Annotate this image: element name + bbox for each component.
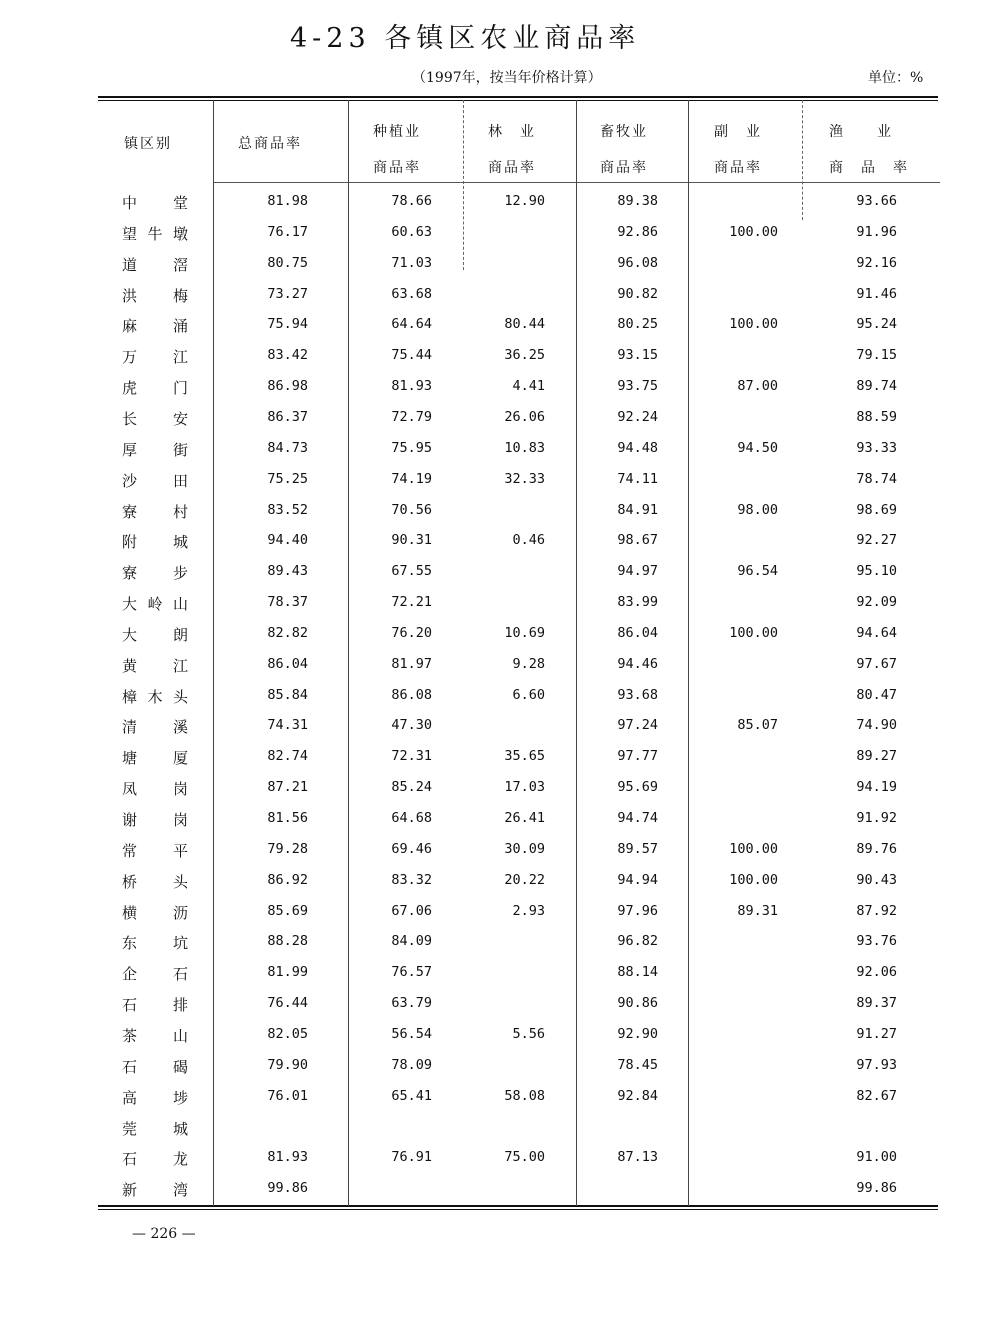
cell-fishery: 98.69: [856, 502, 897, 518]
cell-crop: 72.31: [391, 748, 432, 764]
town-name: 樟 木 头: [122, 688, 188, 706]
header-sideline-line2: 商品率: [714, 160, 762, 176]
cell-sideline: 96.54: [737, 563, 778, 579]
header-forest-line1: 林 业: [488, 124, 536, 140]
cell-crop: 83.32: [391, 872, 432, 888]
cell-total: 84.73: [267, 440, 308, 456]
cell-total: 86.92: [267, 872, 308, 888]
cell-livestock: 89.57: [617, 841, 658, 857]
header-fishery-line1: 渔 业: [829, 124, 893, 140]
town-name: 大 岭 山: [122, 595, 188, 613]
header-crop-line2: 商品率: [373, 160, 421, 176]
cell-crop: 65.41: [391, 1088, 432, 1104]
cell-crop: 78.66: [391, 193, 432, 209]
cell-crop: 81.93: [391, 378, 432, 394]
cell-fishery: 93.66: [856, 193, 897, 209]
header-livestock-line2: 商品率: [600, 160, 648, 176]
town-name: 大 朗: [122, 626, 188, 644]
town-name: 石 碣: [122, 1058, 188, 1076]
header-top-rule: [98, 100, 938, 101]
cell-forest: 30.09: [504, 841, 545, 857]
cell-total: 81.93: [267, 1149, 308, 1165]
cell-livestock: 88.14: [617, 964, 658, 980]
cell-total: 86.37: [267, 409, 308, 425]
cell-livestock: 74.11: [617, 471, 658, 487]
cell-total: 87.21: [267, 779, 308, 795]
header-livestock-line1: 畜牧业: [600, 124, 648, 140]
cell-crop: 81.97: [391, 656, 432, 672]
cell-forest: 10.69: [504, 625, 545, 641]
cell-total: 76.17: [267, 224, 308, 240]
cell-sideline: 100.00: [729, 841, 778, 857]
cell-crop: 64.68: [391, 810, 432, 826]
cell-fishery: 92.27: [856, 532, 897, 548]
cell-forest: 10.83: [504, 440, 545, 456]
town-name: 塘 厦: [122, 749, 188, 767]
cell-livestock: 86.04: [617, 625, 658, 641]
town-name: 望 牛 墩: [122, 225, 188, 243]
town-name: 寮 步: [122, 564, 188, 582]
cell-fishery: 91.92: [856, 810, 897, 826]
cell-livestock: 95.69: [617, 779, 658, 795]
cell-fishery: 91.46: [856, 286, 897, 302]
cell-total: 82.82: [267, 625, 308, 641]
cell-forest: 2.93: [512, 903, 545, 919]
cell-total: 76.44: [267, 995, 308, 1011]
town-name: 茶 山: [122, 1027, 188, 1045]
cell-fishery: 82.67: [856, 1088, 897, 1104]
cell-total: 75.25: [267, 471, 308, 487]
cell-total: 83.52: [267, 502, 308, 518]
cell-fishery: 91.00: [856, 1149, 897, 1165]
cell-fishery: 80.47: [856, 687, 897, 703]
cell-sideline: 100.00: [729, 872, 778, 888]
cell-crop: 75.44: [391, 347, 432, 363]
cell-total: 85.84: [267, 687, 308, 703]
cell-crop: 63.79: [391, 995, 432, 1011]
cell-total: 81.98: [267, 193, 308, 209]
cell-forest: 26.41: [504, 810, 545, 826]
town-name: 寮 村: [122, 503, 188, 521]
cell-livestock: 97.96: [617, 903, 658, 919]
cell-sideline: 87.00: [737, 378, 778, 394]
town-name: 麻 涌: [122, 317, 188, 335]
cell-crop: 90.31: [391, 532, 432, 548]
town-name: 高 埗: [122, 1089, 188, 1107]
town-name: 东 坑: [122, 934, 188, 952]
cell-fishery: 78.74: [856, 471, 897, 487]
cell-livestock: 97.24: [617, 717, 658, 733]
cell-crop: 67.55: [391, 563, 432, 579]
cell-crop: 72.79: [391, 409, 432, 425]
cell-crop: 76.91: [391, 1149, 432, 1165]
cell-total: 83.42: [267, 347, 308, 363]
cell-forest: 17.03: [504, 779, 545, 795]
cell-fishery: 79.15: [856, 347, 897, 363]
cell-fishery: 94.19: [856, 779, 897, 795]
cell-livestock: 93.68: [617, 687, 658, 703]
header-total: 总商品率: [238, 136, 302, 152]
town-name: 新 湾: [122, 1181, 188, 1199]
town-name: 莞 城: [122, 1120, 188, 1138]
cell-forest: 26.06: [504, 409, 545, 425]
bottom-rule: [98, 1205, 938, 1207]
header-crop-line1: 种植业: [373, 124, 421, 140]
cell-fishery: 88.59: [856, 409, 897, 425]
cell-livestock: 97.77: [617, 748, 658, 764]
cell-livestock: 80.25: [617, 316, 658, 332]
cell-total: 75.94: [267, 316, 308, 332]
cell-forest: 0.46: [512, 532, 545, 548]
cell-livestock: 94.94: [617, 872, 658, 888]
cell-fishery: 89.76: [856, 841, 897, 857]
cell-crop: 72.21: [391, 594, 432, 610]
column-divider: [576, 100, 577, 1206]
town-name: 附 城: [122, 533, 188, 551]
cell-forest: 75.00: [504, 1149, 545, 1165]
column-divider: [688, 100, 689, 1206]
cell-sideline: 98.00: [737, 502, 778, 518]
cell-forest: 80.44: [504, 316, 545, 332]
cell-sideline: 100.00: [729, 224, 778, 240]
cell-crop: 76.57: [391, 964, 432, 980]
cell-crop: 74.19: [391, 471, 432, 487]
town-name: 横 沥: [122, 904, 188, 922]
column-divider: [213, 100, 214, 1206]
cell-livestock: 78.45: [617, 1057, 658, 1073]
cell-livestock: 93.15: [617, 347, 658, 363]
town-name: 长 安: [122, 410, 188, 428]
cell-crop: 64.64: [391, 316, 432, 332]
cell-sideline: 85.07: [737, 717, 778, 733]
cell-livestock: 94.48: [617, 440, 658, 456]
cell-livestock: 92.90: [617, 1026, 658, 1042]
cell-forest: 32.33: [504, 471, 545, 487]
cell-livestock: 90.86: [617, 995, 658, 1011]
cell-crop: 60.63: [391, 224, 432, 240]
town-name: 厚 街: [122, 441, 188, 459]
cell-fishery: 95.10: [856, 563, 897, 579]
cell-fishery: 92.16: [856, 255, 897, 271]
town-name: 中 堂: [122, 194, 188, 212]
cell-fishery: 90.43: [856, 872, 897, 888]
cell-crop: 67.06: [391, 903, 432, 919]
cell-sideline: 94.50: [737, 440, 778, 456]
cell-crop: 75.95: [391, 440, 432, 456]
cell-crop: 63.68: [391, 286, 432, 302]
cell-fishery: 97.93: [856, 1057, 897, 1073]
cell-crop: 71.03: [391, 255, 432, 271]
cell-total: 82.74: [267, 748, 308, 764]
cell-fishery: 92.06: [856, 964, 897, 980]
town-name: 洪 梅: [122, 287, 188, 305]
cell-sideline: 100.00: [729, 316, 778, 332]
cell-livestock: 92.86: [617, 224, 658, 240]
town-name: 企 石: [122, 965, 188, 983]
page-number: — 226 —: [132, 1226, 196, 1242]
town-name: 黄 江: [122, 657, 188, 675]
table-title: 4-23 各镇区农业商品率: [290, 23, 641, 54]
cell-crop: 47.30: [391, 717, 432, 733]
cell-sideline: 89.31: [737, 903, 778, 919]
cell-fishery: 89.74: [856, 378, 897, 394]
cell-total: 81.99: [267, 964, 308, 980]
cell-total: 99.86: [267, 1180, 308, 1196]
cell-fishery: 89.27: [856, 748, 897, 764]
cell-fishery: 91.96: [856, 224, 897, 240]
cell-total: 81.56: [267, 810, 308, 826]
town-name: 凤 岗: [122, 780, 188, 798]
cell-fishery: 94.64: [856, 625, 897, 641]
cell-forest: 4.41: [512, 378, 545, 394]
cell-crop: 69.46: [391, 841, 432, 857]
cell-crop: 86.08: [391, 687, 432, 703]
town-name: 虎 门: [122, 379, 188, 397]
town-name: 石 龙: [122, 1150, 188, 1168]
cell-livestock: 89.38: [617, 193, 658, 209]
header-sideline-line1: 副 业: [714, 124, 762, 140]
cell-fishery: 92.09: [856, 594, 897, 610]
cell-total: 86.98: [267, 378, 308, 394]
town-name: 道 滘: [122, 256, 188, 274]
cell-livestock: 90.82: [617, 286, 658, 302]
cell-fishery: 93.33: [856, 440, 897, 456]
cell-total: 76.01: [267, 1088, 308, 1104]
cell-livestock: 92.24: [617, 409, 658, 425]
cell-forest: 6.60: [512, 687, 545, 703]
cell-total: 79.28: [267, 841, 308, 857]
cell-fishery: 91.27: [856, 1026, 897, 1042]
cell-total: 94.40: [267, 532, 308, 548]
cell-total: 88.28: [267, 933, 308, 949]
cell-livestock: 94.46: [617, 656, 658, 672]
cell-total: 74.31: [267, 717, 308, 733]
cell-sideline: 100.00: [729, 625, 778, 641]
header-forest-line2: 商品率: [488, 160, 536, 176]
bottom-rule-thin: [98, 1209, 938, 1210]
cell-livestock: 96.82: [617, 933, 658, 949]
cell-crop: 84.09: [391, 933, 432, 949]
cell-fishery: 97.67: [856, 656, 897, 672]
cell-fishery: 89.37: [856, 995, 897, 1011]
cell-livestock: 96.08: [617, 255, 658, 271]
cell-livestock: 98.67: [617, 532, 658, 548]
cell-forest: 9.28: [512, 656, 545, 672]
unit-label: 单位：%: [868, 70, 924, 86]
cell-forest: 35.65: [504, 748, 545, 764]
cell-fishery: 95.24: [856, 316, 897, 332]
cell-forest: 5.56: [512, 1026, 545, 1042]
cell-livestock: 92.84: [617, 1088, 658, 1104]
town-name: 桥 头: [122, 873, 188, 891]
header-town: 镇区别: [124, 136, 172, 152]
cell-crop: 85.24: [391, 779, 432, 795]
town-name: 万 江: [122, 348, 188, 366]
cell-livestock: 94.74: [617, 810, 658, 826]
cell-total: 80.75: [267, 255, 308, 271]
cell-total: 86.04: [267, 656, 308, 672]
town-name: 石 排: [122, 996, 188, 1014]
town-name: 常 平: [122, 842, 188, 860]
table-subtitle: （1997年，按当年价格计算）: [412, 70, 602, 86]
cell-crop: 76.20: [391, 625, 432, 641]
cell-fishery: 87.92: [856, 903, 897, 919]
cell-total: 85.69: [267, 903, 308, 919]
cell-forest: 20.22: [504, 872, 545, 888]
cell-total: 78.37: [267, 594, 308, 610]
header-fishery-line2: 商 品 率: [829, 160, 909, 176]
cell-crop: 78.09: [391, 1057, 432, 1073]
cell-fishery: 93.76: [856, 933, 897, 949]
cell-total: 79.90: [267, 1057, 308, 1073]
column-divider: [802, 100, 804, 220]
top-rule: [98, 96, 938, 98]
cell-total: 82.05: [267, 1026, 308, 1042]
cell-forest: 36.25: [504, 347, 545, 363]
column-divider: [348, 100, 349, 1206]
cell-forest: 58.08: [504, 1088, 545, 1104]
cell-fishery: 99.86: [856, 1180, 897, 1196]
cell-total: 73.27: [267, 286, 308, 302]
cell-total: 89.43: [267, 563, 308, 579]
column-divider: [463, 100, 465, 270]
town-name: 清 溪: [122, 718, 188, 736]
cell-crop: 56.54: [391, 1026, 432, 1042]
cell-livestock: 84.91: [617, 502, 658, 518]
town-name: 谢 岗: [122, 811, 188, 829]
cell-crop: 70.56: [391, 502, 432, 518]
cell-livestock: 83.99: [617, 594, 658, 610]
cell-livestock: 93.75: [617, 378, 658, 394]
town-name: 沙 田: [122, 472, 188, 490]
cell-fishery: 74.90: [856, 717, 897, 733]
cell-forest: 12.90: [504, 193, 545, 209]
cell-livestock: 94.97: [617, 563, 658, 579]
cell-livestock: 87.13: [617, 1149, 658, 1165]
